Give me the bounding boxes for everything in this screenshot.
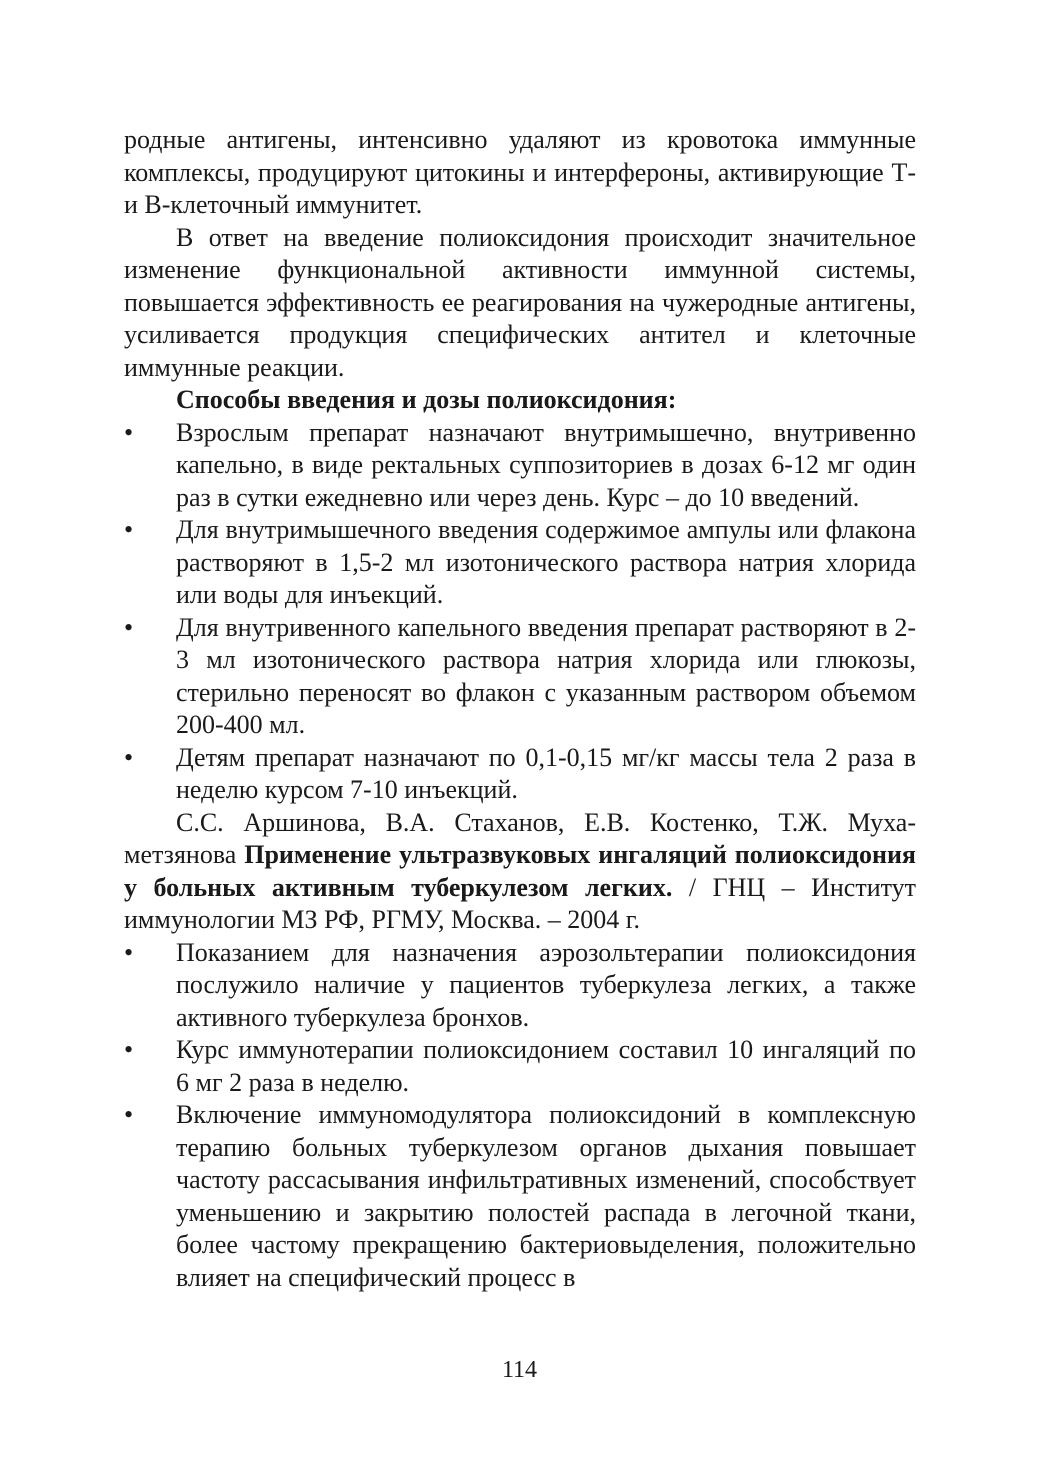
page-content <box>124 124 916 1294</box>
list-item-text: Взрослым препарат назначают внутримышечно, внутривенно капельно, в виде ректальных суппозиториев в дозах 6-12 мг один раз в сутки ежедневно или через день. Курс – до 10 введений. <box>176 417 916 512</box>
list-item <box>124 1034 916 1099</box>
section-heading-administration: Способы введения и дозы полиоксидония: <box>176 385 677 414</box>
list-item <box>124 417 916 515</box>
list-item <box>124 612 916 742</box>
findings-list <box>124 937 916 1295</box>
paragraph-immune-response: В ответ на введение полиоксидония происходит значительное изменение функциональной активности иммунной системы, повышается эффективность ее реагирования на чужеродные антигены, усиливается продукция специфических антител и клеточные иммунные реакции. <box>124 222 916 382</box>
bullet-icon: • <box>124 742 134 772</box>
bullet-icon: • <box>124 1035 134 1064</box>
bullet-icon: • <box>124 417 134 447</box>
bullet-icon: • <box>124 612 134 642</box>
citation-paragraph <box>124 807 916 937</box>
bullet-icon: • <box>124 1100 134 1129</box>
list-item <box>124 1099 916 1294</box>
list-item <box>124 742 916 807</box>
list-item-text: Для внутримышечного введения содержимое ампулы или флакона растворяют в 1,5-2 мл изотонического раствора натрия хлорида или воды для инъекций. <box>176 515 916 609</box>
list-item <box>124 514 916 612</box>
bullet-icon: • <box>124 937 134 967</box>
list-item-text: Включение иммуномодулятора полиоксидоний в комплексную терапию больных туберкулезом органов дыхания повышает частоту рассасывания инфильтративных изменений, способствует уменьшению и закрытию полостей распада в легочной ткани, более частому прекращению бактериовыделения, положительно влияет на специфический процесс в <box>176 1100 916 1292</box>
administration-list <box>124 417 916 807</box>
page-number: 114 <box>501 1357 538 1383</box>
list-item <box>124 937 916 1035</box>
paragraph-continuation: родные антигены, интенсивно удаляют из кровотока иммунные комплексы, продуцируют цитокины и интерфероны, активирующие Т- и В-клеточный иммунитет. <box>124 125 916 219</box>
list-item-text: Курс иммунотерапии полиоксидонием составил 10 ингаляций по 6 мг 2 раза в неделю. <box>176 1035 916 1097</box>
list-item-text: Детям препарат назначают по 0,1-0,15 мг/кг массы тела 2 раза в неделю курсом 7-10 инъекций. <box>176 742 916 804</box>
list-item-text: Показанием для назначения аэрозольтерапии полиоксидония послужило наличие у пациентов туберкулеза легких, а также активного туберкулеза бронхов. <box>176 937 916 1032</box>
citation-authors: С.С. Аршинова, В.А. Стаханов, Е.В. Костенко, Т.Ж. Мухаметзянова <box>124 807 916 869</box>
list-item-text: Для внутривенного капельного введения препарат растворяют в 2-3 мл изотонического раствора натрия хлорида или глюкозы, стерильно переносят во флакон с указанным раствором объемом 200-400 мл. <box>176 612 916 739</box>
citation-source: / ГНЦ – Институт иммунологии МЗ РФ, РГМУ, Москва. – 2004 г. <box>124 872 917 934</box>
citation-title: Применение ультразвуковых ингаляций полиоксидония у больных активным туберкулезом легких. <box>124 840 916 902</box>
bullet-icon: • <box>124 515 134 544</box>
